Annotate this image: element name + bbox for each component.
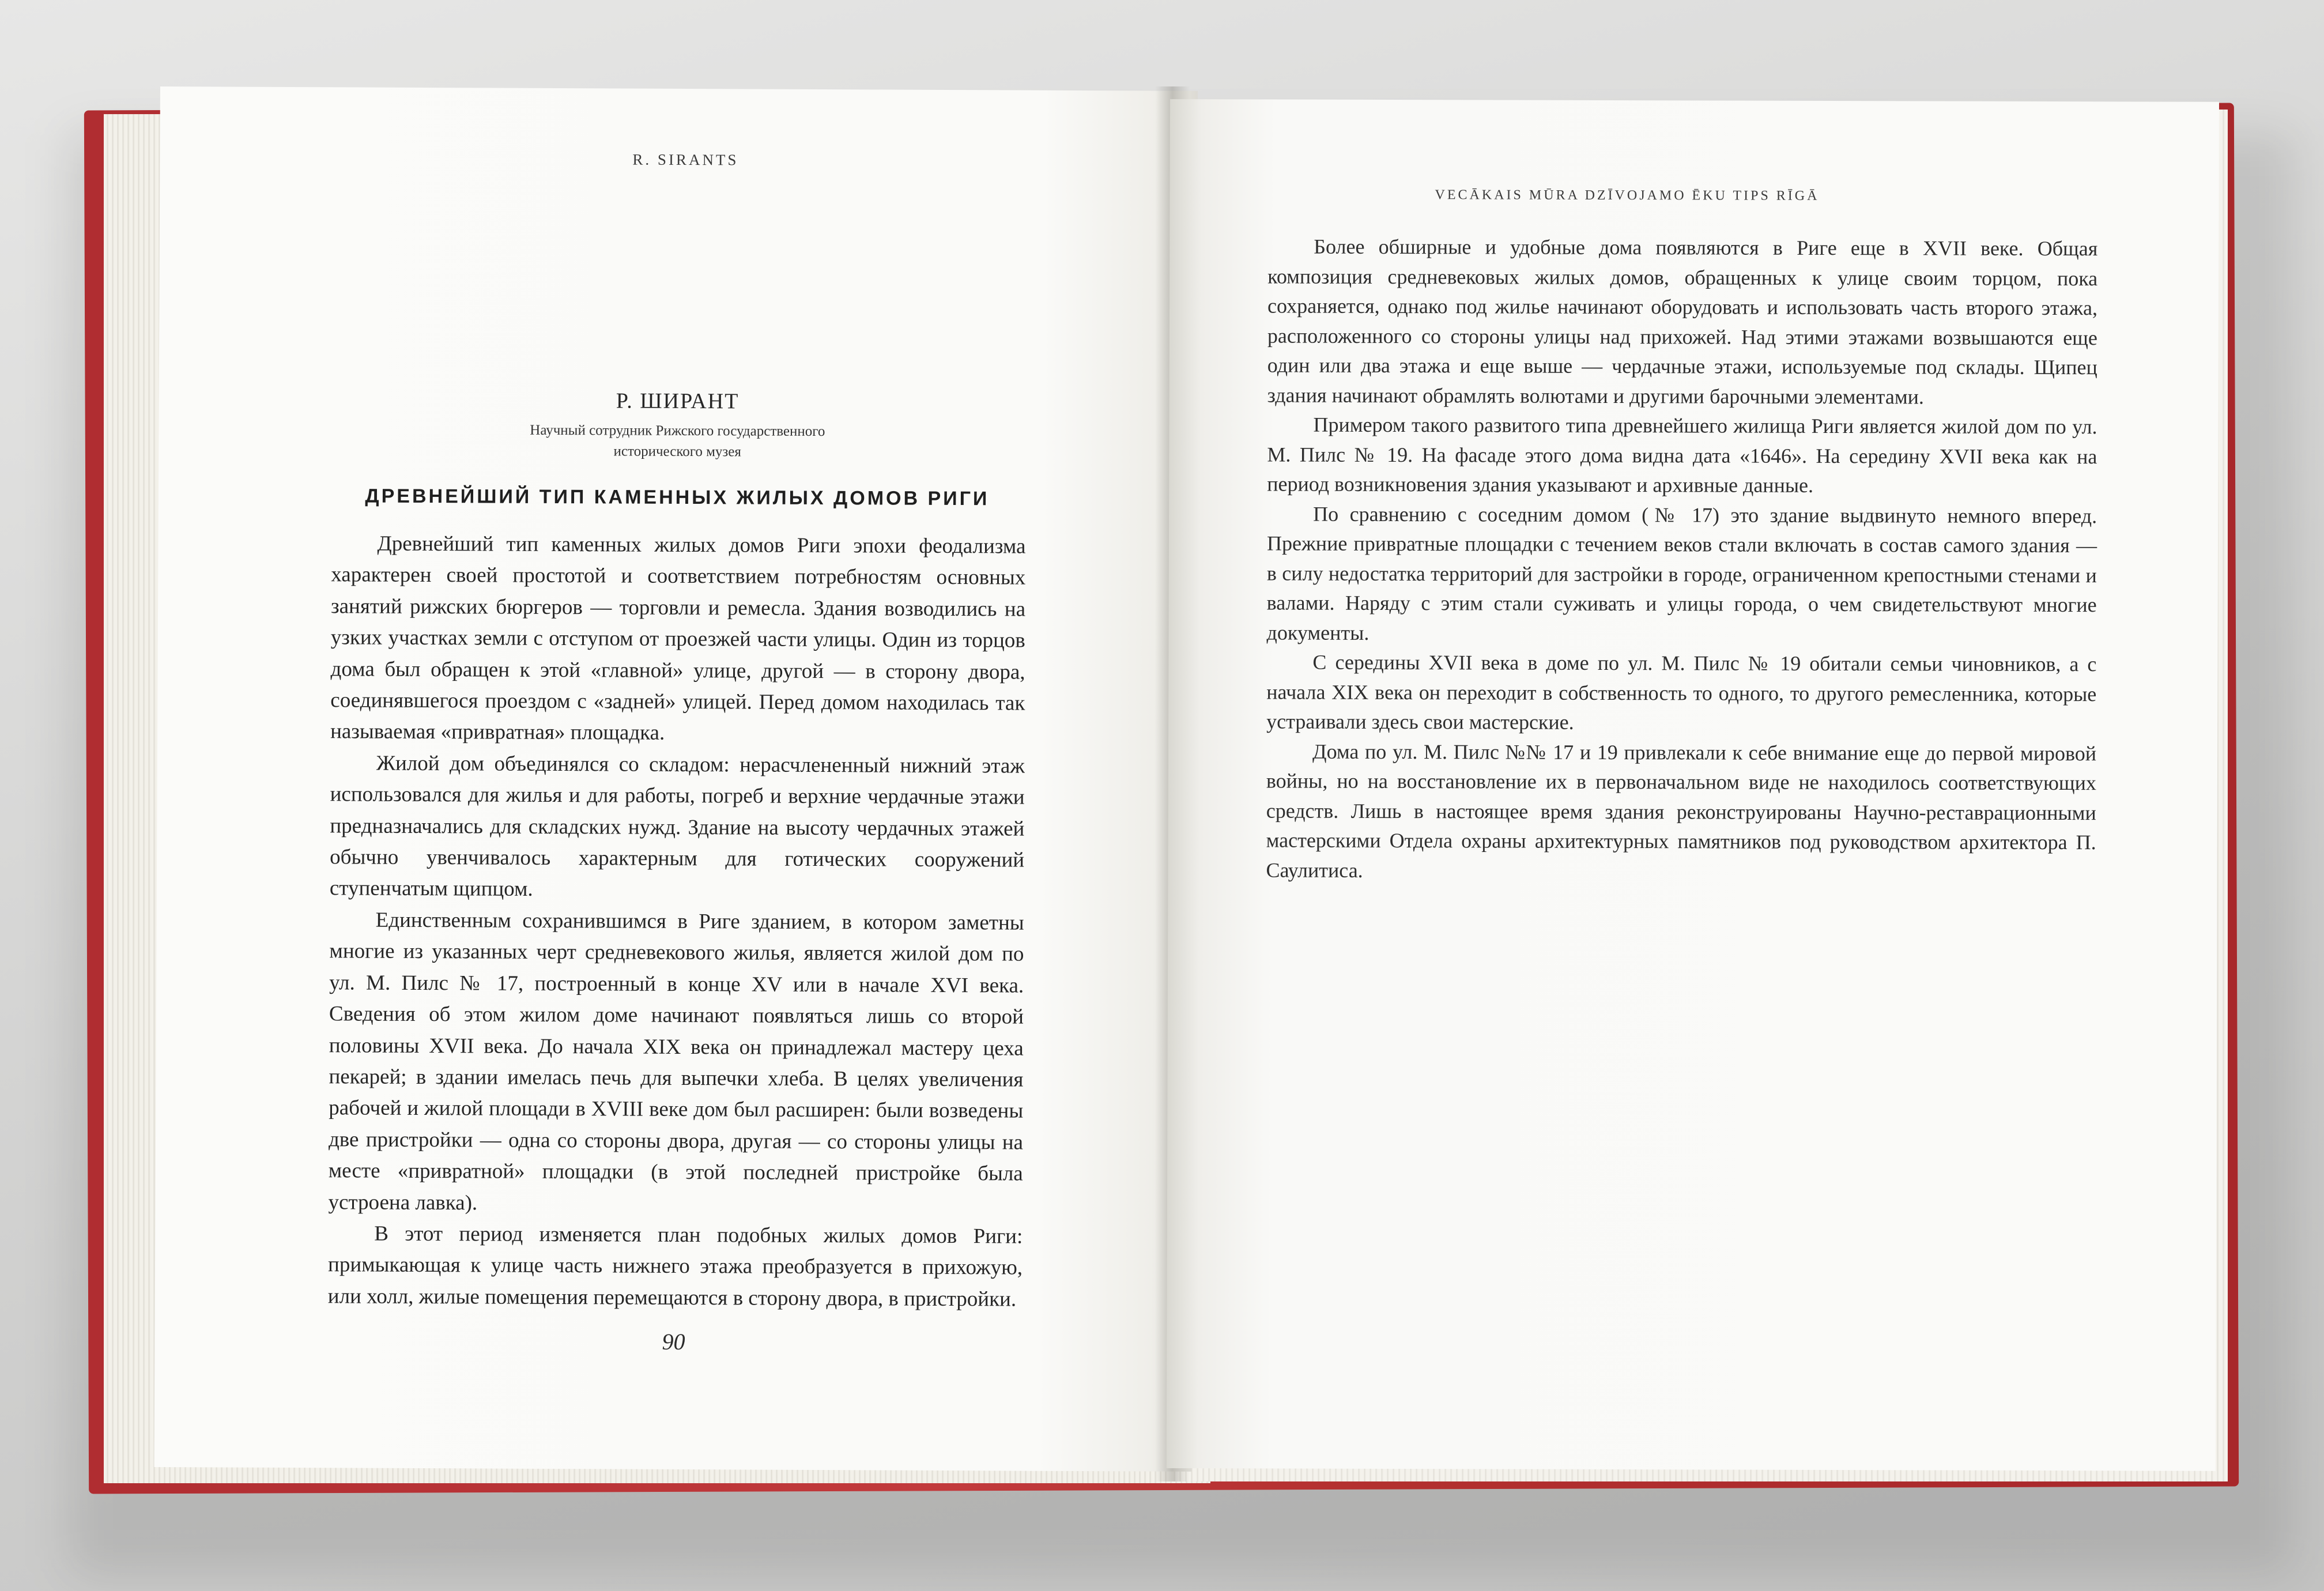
paragraph: С середины XVII века в доме по ул. М. Пилс № 19 обитали семьи чиновников, а с начала XIX века он переходит в собственность то одного, то другого ремесленника, которые устраивали здесь свои мастерские.	[1266, 650, 2097, 734]
paragraph: Дома по ул. М. Пилс №№ 17 и 19 привлекали к себе внимание еще до первой мировой войны, но на восстановление их в первоначальном виде не находилось соответствующих средств. Лишь в настоящее время здания реконструированы Научно-реставрационными мастерскими Отдела охраны архитектурных памятников под руководством архитектора П. Саулитиса.	[1266, 740, 2097, 882]
right-page	[1167, 99, 2219, 1471]
right-body-text	[1266, 232, 2097, 887]
author-name: Р. ШИРАНТ	[616, 389, 740, 414]
author-affiliation-line2: исторического музея	[613, 443, 741, 460]
paragraph: Единственным сохранившимся в Риге зданием, в котором заметны многие из указанных черт средневекового жилья, является жилой дом по ул. М. Пилс № 17, построенный в конце XV или в начале XVI века. Сведения об этом жилом доме начинают появляться лишь со второй половины XVII века. До начала XIX века он принадлежал мастеру цеха пекарей; в здании имелась печь для выпечки хлеба. В целях увеличения рабочей и жилой площади в XVIII веке дом был расширен: были возведены две пристройки — одна со стороны двора, другая — со стороны улицы на месте «привратной» площадки (в этой последней пристройке была устроена лавка).	[328, 908, 1024, 1215]
left-body-text	[328, 528, 1026, 1315]
author-affiliation-line1: Научный сотрудник Рижского государственного	[530, 422, 825, 440]
paragraph: В этот период изменяется план подобных жилых домов Риги: примыкающая к улице часть нижнего этажа преобразуется в прихожую, или холл, жилые помещения перемещаются в сторону двора, в пристройки.	[327, 1221, 1023, 1311]
paragraph: Примером такого развитого типа древнейшего жилища Риги является жилой дом по ул. М. Пилс № 19. На фасаде этого дома видна дата «1646». На середину XVII века как на период возникновения здания указывают и архивные данные.	[1267, 413, 2097, 497]
article-title: ДРЕВНЕЙШИЙ ТИП КАМЕННЫХ ЖИЛЫХ ДОМОВ РИГИ	[365, 485, 990, 510]
left-page	[154, 86, 1198, 1472]
paragraph: По сравнению с соседним домом (№ 17) это здание выдвинуто немного вперед. Прежние привратные площадки с течением веков стали включать в состав самого здания — в силу недостатка территорий для застройки в городе, ограниченном крепостными стенами и валами. Наряду с этим стали суживать и улицы города, о чем свидетельствуют многие документы.	[1266, 502, 2097, 644]
right-running-head: VECĀKAIS MŪRA DZĪVOJAMO ĒKU TIPS RĪGĀ	[1435, 187, 1820, 203]
paragraph: Жилой дом объединялся со складом: нерасчлененный нижний этаж использовался для жилья и для работы, погреб и верхние чердачные этажи предназначались для складских нужд. Здание на высоту чердачных этажей обычно увенчивалось характерным для готических сооружений ступенчатым щипцом.	[329, 751, 1025, 902]
paragraph: Древнейший тип каменных жилых домов Риги эпохи феодализма характерен своей простотой и соответствием потребностям основных занятий рижских бюргеров — торговли и ремесла. Здания возводились на узких участках земли с отступом от проезжей части улицы. Один из торцов дома был обращен к этой «главной» улице, другой — в сторону двора, соединявшегося проездом с «задней» улицей. Перед домом находилась так называемая «привратная» площадка.	[330, 531, 1026, 745]
left-running-head: R. SIRANTS	[632, 150, 739, 169]
page-number: 90	[662, 1328, 685, 1355]
paragraph: Более обширные и удобные дома появляются в Риге еще в XVII веке. Общая композиция средневековых жилых домов, обращенных к улице своим торцом, пока сохраняется, однако под жилье начинают оборудовать и использовать часть второго этажа, расположенного со стороны улицы над прихожей. Над этими этажами возвышаются еще один или два этажа и еще выше — чердачные этажи, используемые под склады. Щипец здания начинают обрамлять волютами и другими барочными элементами.	[1267, 235, 2098, 408]
